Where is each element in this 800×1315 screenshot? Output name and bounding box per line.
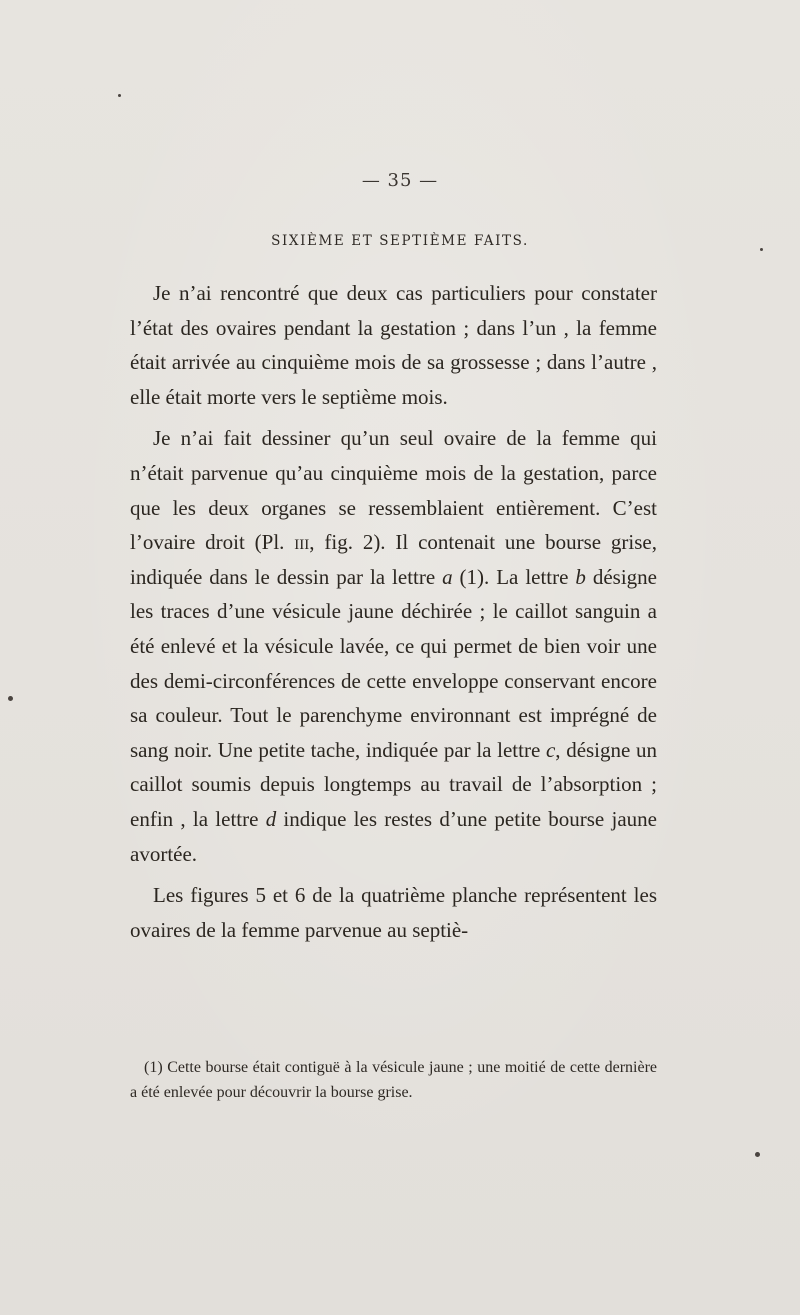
letter-b: b bbox=[575, 564, 586, 589]
paragraph-2 bbox=[130, 421, 657, 871]
section-title: SIXIÈME ET SEPTIÈME FAITS. bbox=[271, 233, 529, 249]
letter-a: a bbox=[442, 564, 453, 589]
letter-c: c bbox=[545, 737, 556, 762]
paper-speck bbox=[760, 248, 763, 251]
paragraph-2-text-d: désigne les traces d’une vésicule jaune déchirée ; le caillot sanguin a été enlevé et la vésicule lavée, ce qui permet de bien voir une des demi-circonférences de cette enveloppe conservant encore sa couleur. Tout le parenchyme environnant est imprégné de sang noir. Une petite tache, indiquée par la lettre bbox=[130, 564, 657, 762]
footnote bbox=[130, 1055, 657, 1105]
paper-speck bbox=[755, 1152, 760, 1157]
paragraph-2-text-b: , fig. 2). Il contenait une bourse grise, indiquée dans le dessin par la lettre bbox=[130, 530, 657, 589]
plate-number: iii bbox=[294, 530, 310, 555]
page-number: — 35 — bbox=[361, 170, 439, 191]
paragraph-3-text: Les figures 5 et 6 de la quatrième planche représentent les ovaires de la femme parvenue au septiè- bbox=[130, 883, 657, 942]
paper-speck bbox=[8, 696, 13, 701]
letter-d: d bbox=[265, 806, 277, 831]
footnote-text: (1) Cette bourse était contiguë à la vésicule jaune ; une moitié de cette dernière a été enlevée pour découvrir la bourse grise. bbox=[130, 1059, 657, 1101]
paper-speck bbox=[118, 94, 121, 97]
body-text bbox=[130, 276, 657, 947]
paragraph-2-text-a: Je n’ai fait dessiner qu’un seul ovaire de la femme qui n’était parvenue qu’au cinquième mois de la gestation, parce que les deux organes se ressemblaient entièrement. C’est l’ovaire droit (Pl. bbox=[130, 426, 657, 555]
paragraph-3 bbox=[130, 878, 657, 947]
paragraph-1-text: Je n’ai rencontré que deux cas particuliers pour constater l’état des ovaires pendant la gestation ; dans l’un , la femme était arrivée au cinquième mois de sa grossesse ; dans l’autre , elle était morte vers le septième mois. bbox=[130, 281, 657, 409]
paragraph-2-text-e: , désigne un caillot soumis depuis longtemps au travail de l’absorption ; enfin , la lettre bbox=[130, 737, 657, 831]
paragraph-1 bbox=[130, 276, 657, 414]
paragraph-2-text-c: (1). La lettre bbox=[452, 564, 576, 589]
paragraph-2-text-f: indique les restes d’une petite bourse jaune avortée. bbox=[130, 806, 657, 866]
